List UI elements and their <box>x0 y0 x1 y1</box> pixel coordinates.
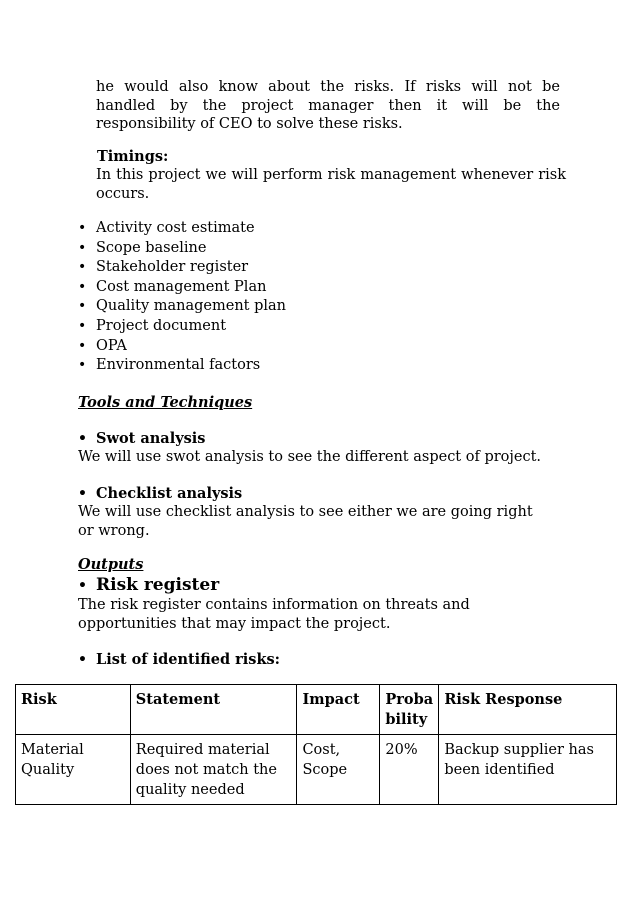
bullet-icon: • <box>78 431 87 447</box>
column-header: Statement <box>130 685 297 735</box>
column-header: Proba bility <box>380 685 439 735</box>
table-cell: Material Quality <box>16 735 131 805</box>
timings-text: In this project we will perform risk management whenever risk occurs. <box>96 167 566 202</box>
bullet-icon: • <box>78 486 87 502</box>
swot-title: • Swot analysis <box>78 430 206 447</box>
bullet-icon: • <box>78 652 87 668</box>
table-row <box>16 735 617 805</box>
risk-table <box>15 684 617 805</box>
timings-heading: Timings: <box>97 148 169 165</box>
column-header: Risk Response <box>439 685 617 735</box>
list-item: • Project document <box>78 317 558 337</box>
list-item: • Activity cost estimate <box>78 219 558 239</box>
table-header-row <box>16 685 617 735</box>
bullet-icon: • <box>78 578 87 594</box>
column-header: Risk <box>16 685 131 735</box>
checklist-text: We will use checklist analysis to see either we are going right or wrong. <box>78 504 533 539</box>
intro-paragraph: he would also know about the risks. If risks will not be handled by the project manager then it will be the responsibility of CEO to solve these risks. <box>96 79 560 132</box>
table-cell: 20% <box>380 735 439 805</box>
inputs-list <box>78 219 558 376</box>
identified-risks-title: • List of identified risks: <box>78 651 281 668</box>
table-cell: Cost, Scope <box>297 735 380 805</box>
outputs-heading: Outputs <box>78 556 144 573</box>
list-item: • Scope baseline <box>78 239 558 259</box>
list-item: • Quality management plan <box>78 297 558 317</box>
list-item: • Environmental factors <box>78 356 558 376</box>
table-cell: Required material does not match the quality needed <box>130 735 297 805</box>
swot-text: We will use swot analysis to see the different aspect of project. <box>78 449 542 465</box>
column-header: Impact <box>297 685 380 735</box>
tools-heading: Tools and Techniques <box>78 394 253 411</box>
table-cell: Backup supplier has been identified <box>439 735 617 805</box>
risk-register-text: The risk register contains information on threats and opportunities that may impact the project. <box>78 597 470 632</box>
list-item: • OPA <box>78 337 558 357</box>
risk-register-title: • Risk register <box>78 575 220 595</box>
checklist-title: • Checklist analysis <box>78 485 243 502</box>
list-item: • Stakeholder register <box>78 258 558 278</box>
list-item: • Cost management Plan <box>78 278 558 298</box>
